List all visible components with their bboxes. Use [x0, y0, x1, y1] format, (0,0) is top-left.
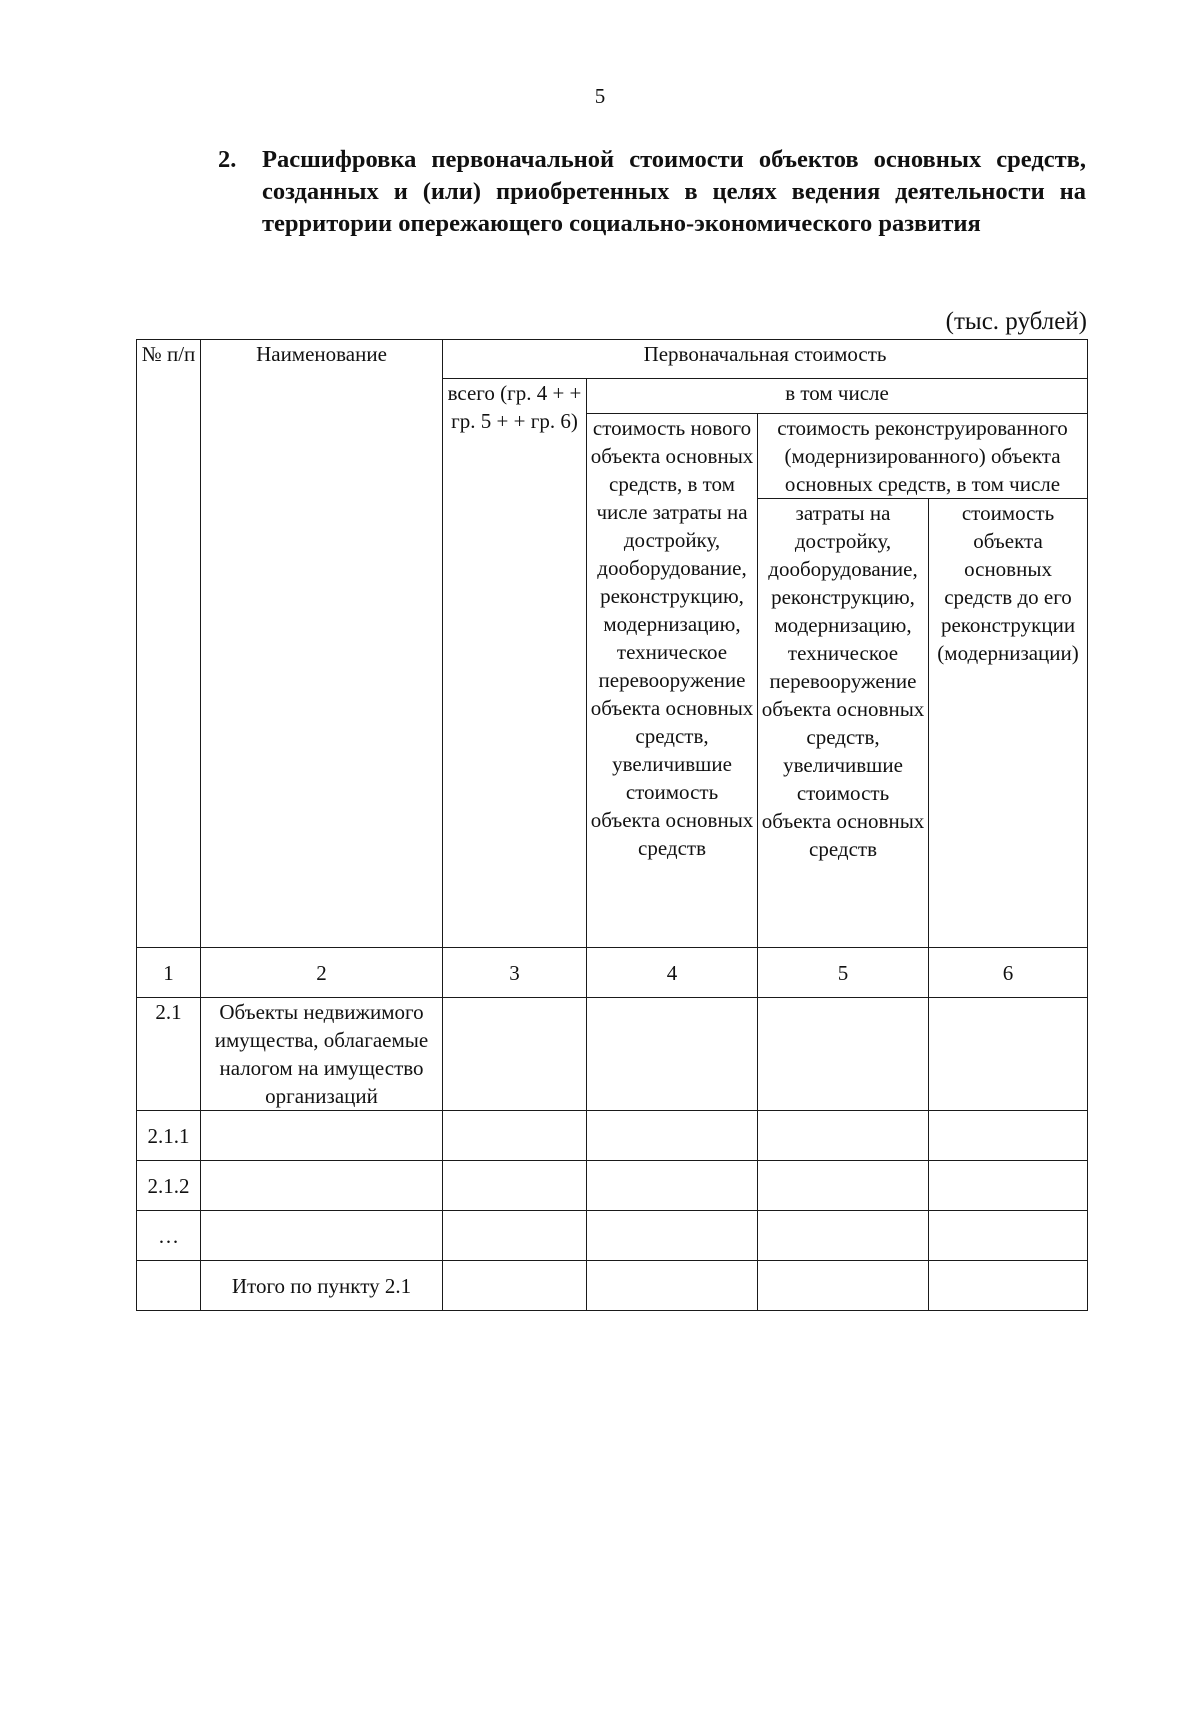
row-number: 2.1.1 [137, 1111, 201, 1161]
cell-total [443, 1261, 587, 1311]
table-row [137, 1111, 1088, 1161]
cell-costs [758, 1261, 929, 1311]
column-number: 6 [929, 948, 1088, 998]
column-number: 2 [201, 948, 443, 998]
row-name [201, 1211, 443, 1261]
table-row [137, 1161, 1088, 1211]
cost-breakdown-table [136, 339, 1088, 1311]
section-number: 2. [218, 146, 237, 173]
page-number: 5 [594, 84, 606, 108]
cell-new-object [587, 1211, 758, 1261]
row-name: Объекты недвижимого имущества, облагаемые налогом на имущество организаций [201, 998, 443, 1111]
section-title [218, 144, 1086, 240]
column-number: 4 [587, 948, 758, 998]
cell-costs [758, 1211, 929, 1261]
cell-total [443, 1211, 587, 1261]
header-num: № п/п [137, 340, 201, 948]
cell-before [929, 1111, 1088, 1161]
section-title-text: Расшифровка первоначальной стоимости объектов основных средств, созданных и (или) приобретенных в целях ведения деятельности на территории опережающего социально-экономического развития [262, 146, 1086, 237]
header-total: всего (гр. 4 + + гр. 5 + + гр. 6) [443, 379, 587, 948]
header-initial-cost: Первоначальная стоимость [443, 340, 1088, 379]
cell-new-object [587, 1261, 758, 1311]
cell-costs [758, 998, 929, 1111]
cell-new-object [587, 1111, 758, 1161]
header-name: Наименование [201, 340, 443, 948]
row-name [201, 1111, 443, 1161]
column-number: 1 [137, 948, 201, 998]
units-label: (тыс. рублей) [945, 308, 1087, 335]
cell-costs [758, 1161, 929, 1211]
header-cost-before: стоимость объекта основных средств до его реконструкции (модернизации) [929, 499, 1088, 948]
cell-total [443, 1161, 587, 1211]
header-row-1 [137, 340, 1088, 379]
cell-before [929, 1161, 1088, 1211]
cell-total [443, 998, 587, 1111]
column-number: 3 [443, 948, 587, 998]
table-row [137, 1261, 1088, 1311]
column-number: 5 [758, 948, 929, 998]
row-number: 2.1 [137, 998, 201, 1111]
row-number: … [137, 1211, 201, 1261]
column-numbers-row [137, 948, 1088, 998]
cell-costs [758, 1111, 929, 1161]
cell-before [929, 1261, 1088, 1311]
row-number [137, 1261, 201, 1311]
row-name: Итого по пункту 2.1 [201, 1261, 443, 1311]
header-costs: затраты на достройку, дооборудование, реконструкцию, модернизацию, техническое перевооружение объекта основных средств, увеличившие стоимость объекта основных средств [758, 499, 929, 948]
header-including: в том числе [587, 379, 1088, 414]
header-reconstructed-cost: стоимость реконструированного (модернизированного) объекта основных средств, в том числе [758, 414, 1088, 499]
row-name [201, 1161, 443, 1211]
table-row [137, 1211, 1088, 1261]
table-row [137, 998, 1088, 1111]
cell-new-object [587, 998, 758, 1111]
cell-new-object [587, 1161, 758, 1211]
row-number: 2.1.2 [137, 1161, 201, 1211]
cell-before [929, 1211, 1088, 1261]
cell-before [929, 998, 1088, 1111]
cell-total [443, 1111, 587, 1161]
header-new-object-cost: стоимость нового объекта основных средств, в том числе затраты на достройку, дооборудование, реконструкцию, модернизацию, техническое перевооружение объекта основных средств, увеличившие стоимость объекта основных средств [587, 414, 758, 948]
